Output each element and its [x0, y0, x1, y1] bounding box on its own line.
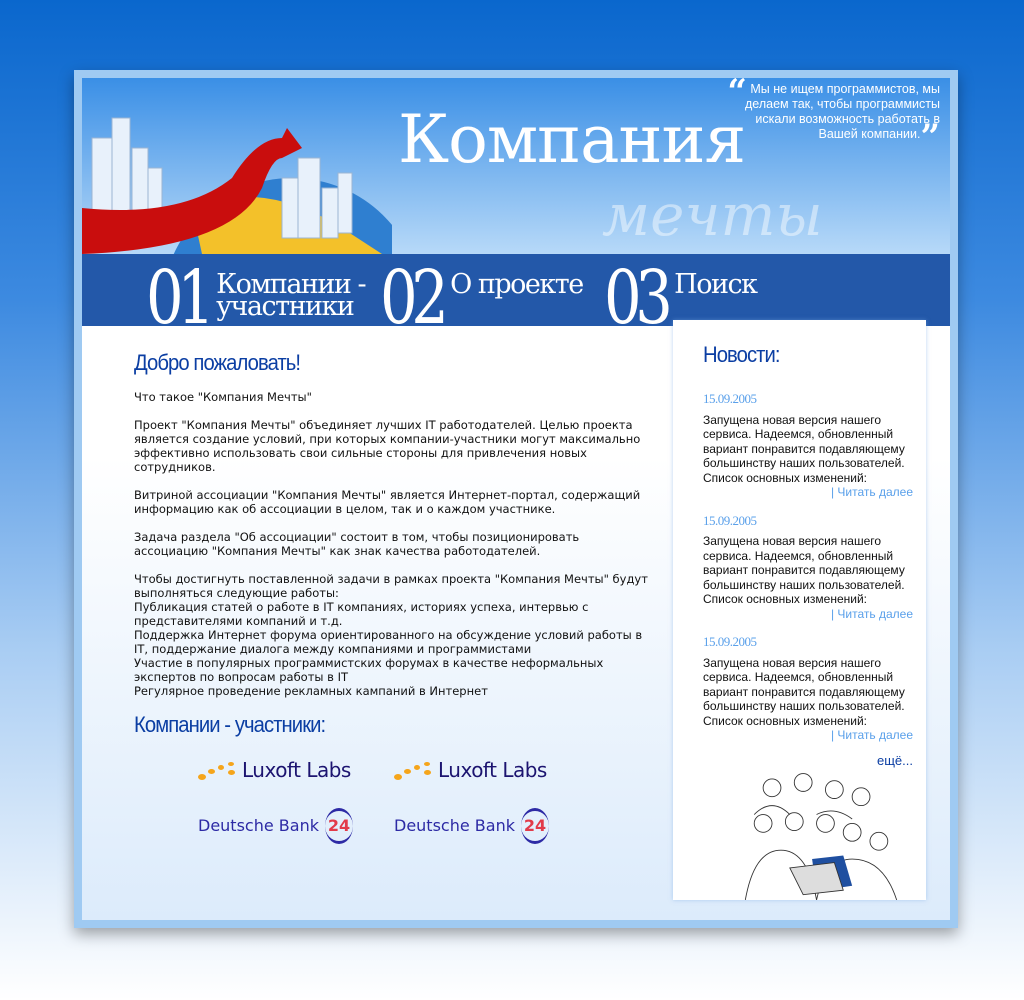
news-item	[703, 514, 913, 622]
paragraph: Проект "Компания Мечты" объединяет лучших IT работодателей. Целью проекта является создание условий, при которых компании-участники могут максимально эффективно использовать свои сильные стороны для привлечения новых сотрудников.	[134, 418, 641, 474]
partner-logo-deutsche-bank[interactable]	[198, 808, 394, 844]
partner-name: Deutsche Bank	[198, 816, 319, 835]
header-banner	[82, 78, 950, 254]
nav-number: 02	[380, 255, 443, 341]
slogan-quote	[726, 78, 940, 157]
nav-label: Поиск	[674, 269, 757, 300]
news-text: Запущена новая версия нашего сервиса. Надеемся, обновленный вариант понравится подавляющему большинству наших пользователей. Список основных изменений:	[703, 655, 905, 728]
news-date: 15.09.2005	[703, 512, 757, 528]
nav-number: 01	[146, 255, 209, 341]
paragraph: Что такое "Компания Мечты"	[134, 390, 312, 404]
partner-name: Luxoft Labs	[438, 758, 547, 782]
site-subtitle: мечты	[602, 181, 823, 249]
nav-item-participants[interactable]	[146, 254, 366, 341]
news-item	[703, 635, 913, 743]
news-title: Новости:	[703, 342, 780, 367]
news-item	[703, 392, 913, 500]
nav-number: 03	[604, 255, 667, 341]
news-text: Запущена новая версия нашего сервиса. Надеемся, обновленный вариант понравится подавляющему большинству наших пользователей. Список основных изменений:	[703, 412, 905, 485]
main-content	[134, 350, 654, 844]
page-frame	[74, 70, 958, 928]
main-nav	[82, 254, 950, 341]
city-globe-illustration	[82, 78, 392, 254]
news-sidebar	[673, 320, 926, 900]
partner-name: Deutsche Bank	[394, 816, 515, 835]
close-quote-icon: ”	[920, 117, 940, 157]
partner-logo-deutsche-bank[interactable]	[394, 808, 590, 844]
news-date: 15.09.2005	[703, 391, 757, 406]
partner-logo-luxoft[interactable]	[198, 754, 394, 786]
luxoft-dots-icon	[394, 758, 434, 782]
nav-label: О проекте	[450, 269, 583, 300]
nav-label: участники	[216, 291, 354, 322]
nav-item-about[interactable]	[380, 254, 583, 341]
news-text: Запущена новая версия нашего сервиса. Надеемся, обновленный вариант понравится подавляющему большинству наших пользователей. Список основных изменений:	[703, 534, 905, 606]
nav-label: Компании -	[216, 269, 366, 300]
page-title: Добро пожаловать!	[134, 350, 301, 375]
read-more-link[interactable]: | Читать далее	[830, 606, 913, 621]
partners-title: Компании - участники:	[134, 712, 326, 737]
open-quote-icon: “	[727, 78, 747, 112]
slogan-text: Мы не ищем программистов, мы делаем так, чтобы программисты искали возможность работать в Вашей компании.	[745, 82, 940, 141]
news-date: 15.09.2005	[703, 634, 757, 649]
db24-badge: 24	[521, 808, 549, 844]
page-inner	[82, 78, 950, 920]
partner-logos	[198, 754, 654, 844]
paragraph: Задача раздела "Об ассоциации" состоит в том, чтобы позиционировать ассоциацию "Компания Мечты" как знак качества работодателей.	[134, 530, 580, 558]
partner-logo-luxoft[interactable]	[394, 754, 590, 786]
read-more-link[interactable]: | Читать далее	[830, 485, 913, 499]
team-sketch-illustration	[721, 770, 921, 900]
partner-name: Luxoft Labs	[242, 758, 351, 782]
db24-badge: 24	[325, 808, 353, 844]
read-more-link[interactable]: | Читать далее	[830, 728, 913, 742]
paragraph: Витриной ассоциации "Компания Мечты" является Интернет-портал, содержащий информацию как об ассоциации в целом, так и о каждом участнике.	[134, 488, 641, 516]
all-news-link[interactable]: ещё...	[877, 752, 913, 768]
paragraph: Чтобы достигнуть поставленной задачи в рамках проекта "Компания Мечты" будут выполняться следующие работы: Публикация статей о работе в IT компаниях, историях успеха, интервью с представителями компаний и т.д. Поддержка Интернет форума ориентированного на обсуждение условий работы в IT, поддержание диалога между компаниями и программистами Участие в популярных программистских форумах в качестве неформальных экспертов по вопросам работы в IT Регулярное проведение рекламных кампаний в Интернет	[134, 572, 648, 698]
site-title: Компания	[398, 101, 746, 178]
luxoft-dots-icon	[198, 758, 238, 782]
